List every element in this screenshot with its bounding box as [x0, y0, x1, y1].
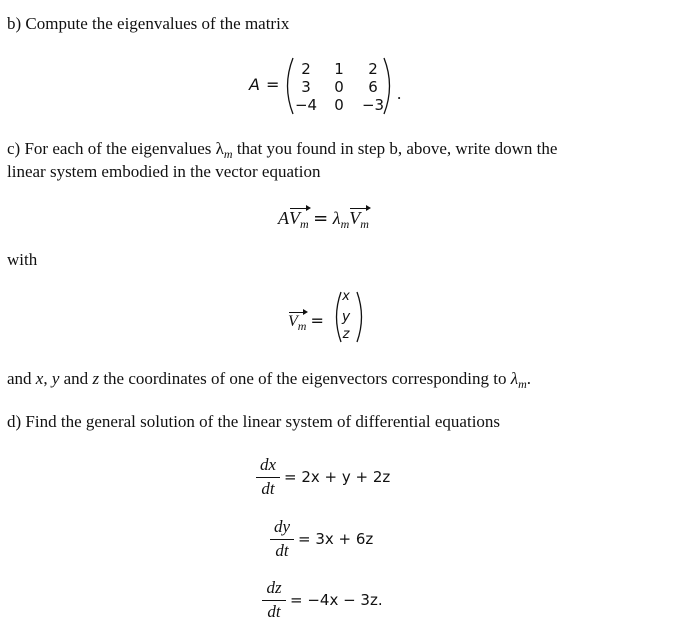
part-d-label: d): [7, 412, 22, 431]
coordinates-sentence: [7, 368, 531, 395]
coord-z: z: [92, 369, 100, 388]
and-word: and: [59, 369, 93, 388]
part-d-heading: [7, 411, 500, 433]
matrix-cell: 6: [368, 78, 378, 96]
derivative-fraction: [256, 455, 280, 499]
fraction-denominator: dt: [267, 602, 281, 621]
vector-entry: y: [341, 309, 351, 325]
eq-vector-V-right-letter: V: [349, 208, 361, 228]
matrix-period: .: [397, 84, 402, 103]
comma: ,: [43, 369, 52, 388]
part-c-label: c): [7, 139, 21, 158]
matrix-cell: 2: [368, 60, 378, 78]
eq-lambda: λ: [332, 208, 341, 228]
vector-entry: z: [342, 327, 350, 342]
part-b-label: b): [7, 14, 22, 33]
fraction-denominator: dt: [261, 479, 275, 498]
fraction-bar: [262, 600, 286, 601]
coordinates-text: the coordinates of one of the eigenvectors corresponding to: [99, 369, 511, 388]
derivative-fraction: [262, 578, 286, 622]
matrix-cell: −4: [294, 96, 318, 114]
eq-equals: =: [313, 208, 329, 229]
part-c-line2: linear system embodied in the vector equation: [7, 162, 321, 181]
eq-vector-V-right-sub: m: [360, 217, 369, 231]
eq-vector-V-letter: V: [289, 208, 300, 228]
eq-vector-V: [289, 207, 309, 235]
eq-matrix-A: A: [278, 208, 289, 228]
part-b-heading: [7, 13, 289, 35]
matrix-cell: 3: [301, 78, 311, 96]
matrix-name: A: [249, 75, 260, 94]
def-vector-V: [288, 311, 306, 337]
fraction-numerator: dx: [259, 455, 277, 474]
matrix-cell: −3: [361, 96, 385, 114]
equation-rhs: = 3x + 6z: [298, 530, 374, 548]
part-b-text: Compute the eigenvalues of the matrix: [25, 14, 290, 33]
eq-vector-V-right: [349, 207, 369, 235]
matrix-cell: 0: [334, 78, 344, 96]
vector-definition-lhs: [288, 310, 324, 337]
matrix-equals: =: [266, 75, 280, 94]
fraction-bar: [270, 539, 294, 540]
equation-rhs: = 2x + y + 2z: [284, 468, 391, 486]
matrix-cell: 2: [301, 60, 311, 78]
part-d-text: Find the general solution of the linear system of differential equations: [25, 412, 501, 431]
sentence-lambda: λ: [510, 369, 519, 388]
def-equals: =: [310, 311, 324, 330]
def-vector-V-sub: m: [297, 319, 307, 333]
fraction-numerator: dz: [266, 578, 282, 597]
def-vector-V-letter: V: [288, 313, 298, 330]
fraction-denominator: dt: [275, 541, 289, 560]
eq-vector-V-sub: m: [300, 217, 309, 231]
matrix-cell: 1: [334, 60, 344, 78]
sentence-lambda-sub: m: [518, 377, 527, 391]
sentence-period: .: [526, 369, 532, 388]
eq-lambda-sub: m: [340, 217, 350, 231]
fraction-bar: [256, 477, 280, 478]
derivative-fraction: [270, 517, 294, 561]
eigen-vector-equation: [278, 207, 369, 235]
coord-x: x: [35, 369, 44, 388]
with-text: with: [7, 250, 38, 269]
vector-entry: x: [342, 289, 350, 304]
and-text: and: [7, 369, 36, 388]
equation-rhs: = −4x − 3z.: [290, 591, 383, 609]
matrix-cell: 0: [334, 96, 344, 114]
fraction-numerator: dy: [273, 517, 291, 536]
part-c-text-rest: that you found in step b, above, write down the: [232, 139, 558, 158]
lambda-subscript: m: [223, 147, 233, 161]
coord-y: y: [51, 369, 60, 388]
part-c-text: For each of the eigenvalues λ: [24, 139, 224, 158]
